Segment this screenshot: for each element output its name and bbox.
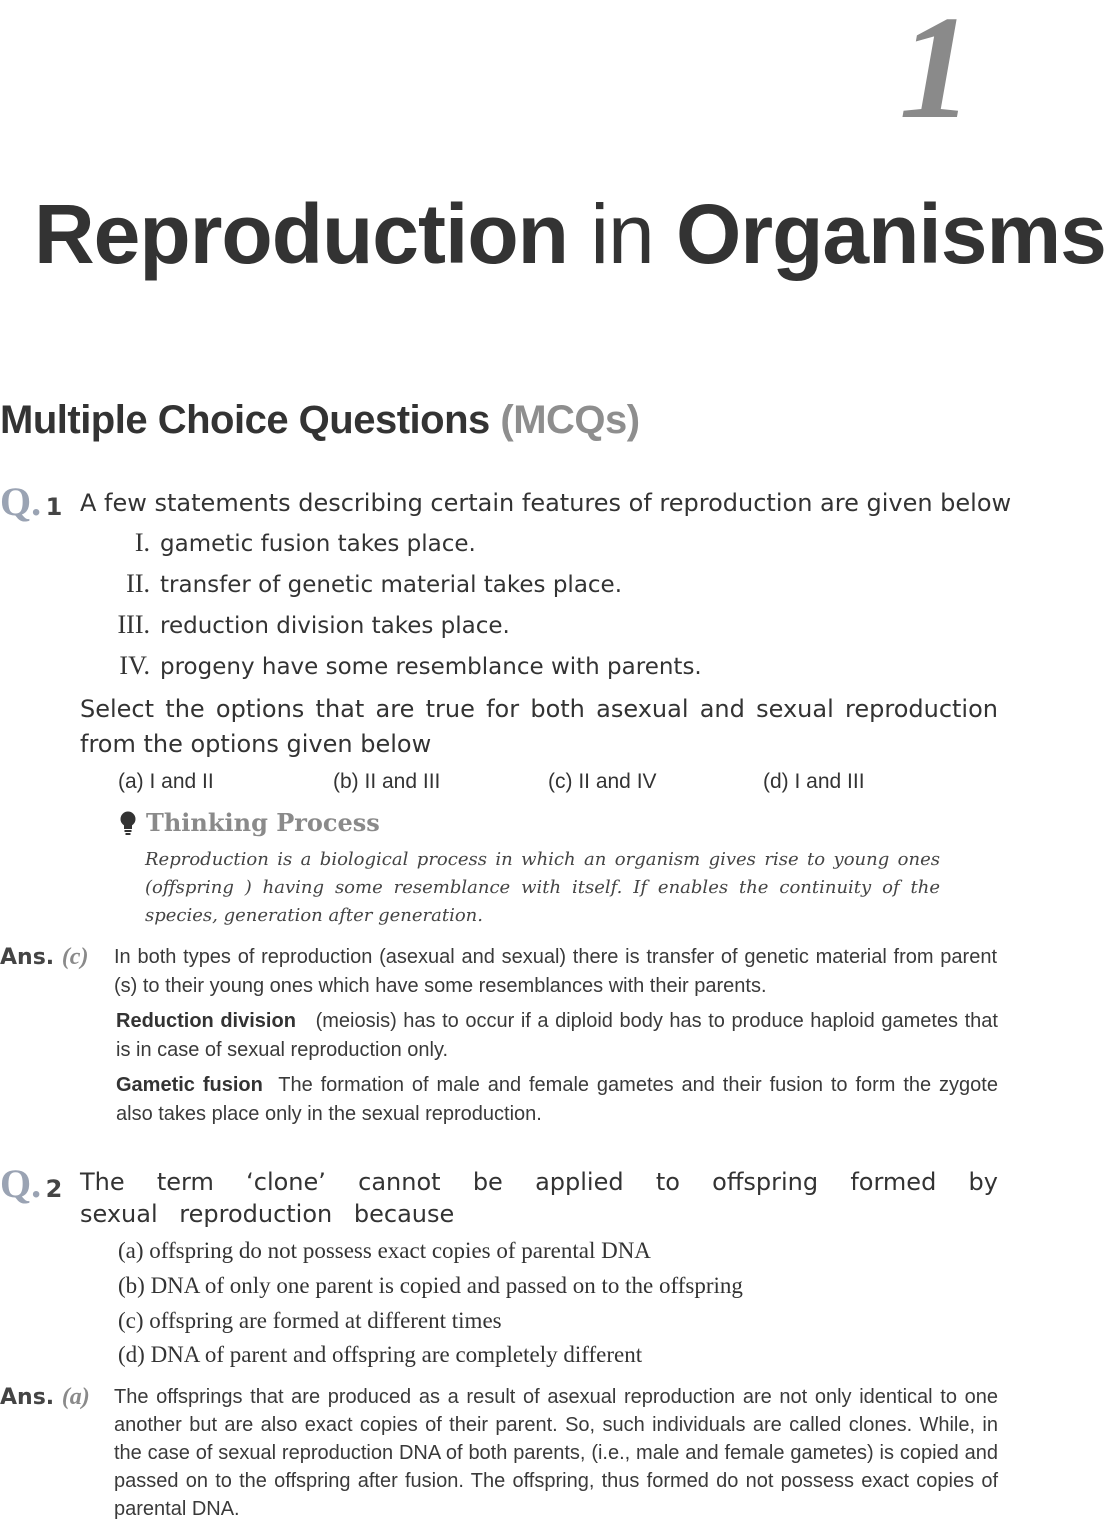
answer-label: Ans. xyxy=(0,1385,55,1410)
chapter-number: 1 xyxy=(899,0,973,150)
statement-numeral: IV. xyxy=(119,651,150,680)
q1-statement xyxy=(90,651,702,681)
section-title: Multiple Choice Questions xyxy=(0,398,490,442)
q1-statement xyxy=(90,528,476,558)
q2-option-b[interactable]: (b) DNA of only one parent is copied and passed on to the offspring xyxy=(118,1273,743,1298)
q2-marker xyxy=(0,1160,62,1207)
statement-text: transfer of genetic material takes place. xyxy=(160,572,623,598)
section-heading xyxy=(0,398,640,443)
q1-prompt: Select the options that are true for both asexual and sexual reproduction from the options given below xyxy=(80,695,998,758)
q1-option-d[interactable]: (d) I and III xyxy=(763,770,865,793)
reduction-division-text: (meiosis) has to occur if a diploid body has to produce haploid gametes that is in case of sexual reproduction only. xyxy=(116,1010,998,1061)
q1-option-c[interactable]: (c) II and IV xyxy=(548,770,657,793)
statement-text: progeny have some resemblance with parents. xyxy=(160,654,702,680)
q2-answer-text: The offsprings that are produced as a result of asexual reproduction are not only identical to one another but are also exact copies of their parent. So, such individuals are called clones. While, in the case of sexual reproduction DNA of both parents, (i.e., male and female gametes) is copied and passed on to the offspring after fusion. The offspring, thus formed do not possess exact copies of parental DNA. xyxy=(114,1386,998,1520)
chapter-title xyxy=(34,187,1106,281)
question-mark: Q. xyxy=(0,479,42,524)
q2-option-c[interactable]: (c) offspring are formed at different times xyxy=(118,1308,502,1333)
q2-stem: The term ‘clone’ cannot be applied to offspring formed by sexual reproduction because xyxy=(80,1168,998,1228)
question-mark: Q. xyxy=(0,1161,42,1206)
q1-statement xyxy=(90,569,622,599)
q1-answer-p2 xyxy=(116,1007,998,1065)
statement-text: reduction division takes place. xyxy=(160,613,510,639)
thinking-process-heading xyxy=(118,808,380,837)
statement-numeral: I. xyxy=(134,528,150,557)
chapter-title-part3: Organisms xyxy=(676,187,1106,281)
q1-option-b[interactable]: (b) II and III xyxy=(333,770,441,793)
q1-statement xyxy=(90,610,510,640)
answer-letter: (a) xyxy=(61,1384,90,1410)
q1-stem: A few statements describing certain features of reproduction are given below xyxy=(80,489,1012,517)
q1-answer-p1: In both types of reproduction (asexual and sexual) there is transfer of genetic material from parent (s) to their young ones which have some resemblances with their parents. xyxy=(114,946,997,997)
q1-answer-label xyxy=(0,944,88,971)
q2-answer-label xyxy=(0,1384,90,1411)
thinking-process-text: Reproduction is a biological process in which an organism gives rise to young ones (offspring ) having some resemblance with itself. If enables the continuity of the species, generation after generation. xyxy=(145,849,940,926)
term-reduction-division: Reduction division xyxy=(116,1010,296,1032)
section-abbr: (MCQs) xyxy=(500,398,640,442)
chapter-title-part1: Reproduction xyxy=(34,187,568,281)
q1-option-a[interactable]: (a) I and II xyxy=(118,770,214,793)
term-gametic-fusion: Gametic fusion xyxy=(116,1074,263,1096)
statement-numeral: II. xyxy=(126,569,150,598)
lightbulb-icon xyxy=(118,810,138,836)
answer-label: Ans. xyxy=(0,945,55,970)
thinking-process-title: Thinking Process xyxy=(146,808,380,837)
statement-numeral: III. xyxy=(117,610,150,639)
gametic-fusion-text: The formation of male and female gametes and their fusion to form the zygote also takes place only in the sexual reproduction. xyxy=(116,1074,998,1125)
chapter-title-part2: in xyxy=(590,187,654,281)
question-number: 1 xyxy=(45,493,63,521)
q1-marker xyxy=(0,478,62,525)
q2-option-a[interactable]: (a) offspring do not possess exact copies of parental DNA xyxy=(118,1238,651,1263)
q2-option-d[interactable]: (d) DNA of parent and offspring are completely different xyxy=(118,1342,643,1367)
q1-answer-p3 xyxy=(116,1071,998,1129)
answer-letter: (c) xyxy=(61,944,89,970)
question-number: 2 xyxy=(45,1175,63,1203)
statement-text: gametic fusion takes place. xyxy=(160,531,476,557)
